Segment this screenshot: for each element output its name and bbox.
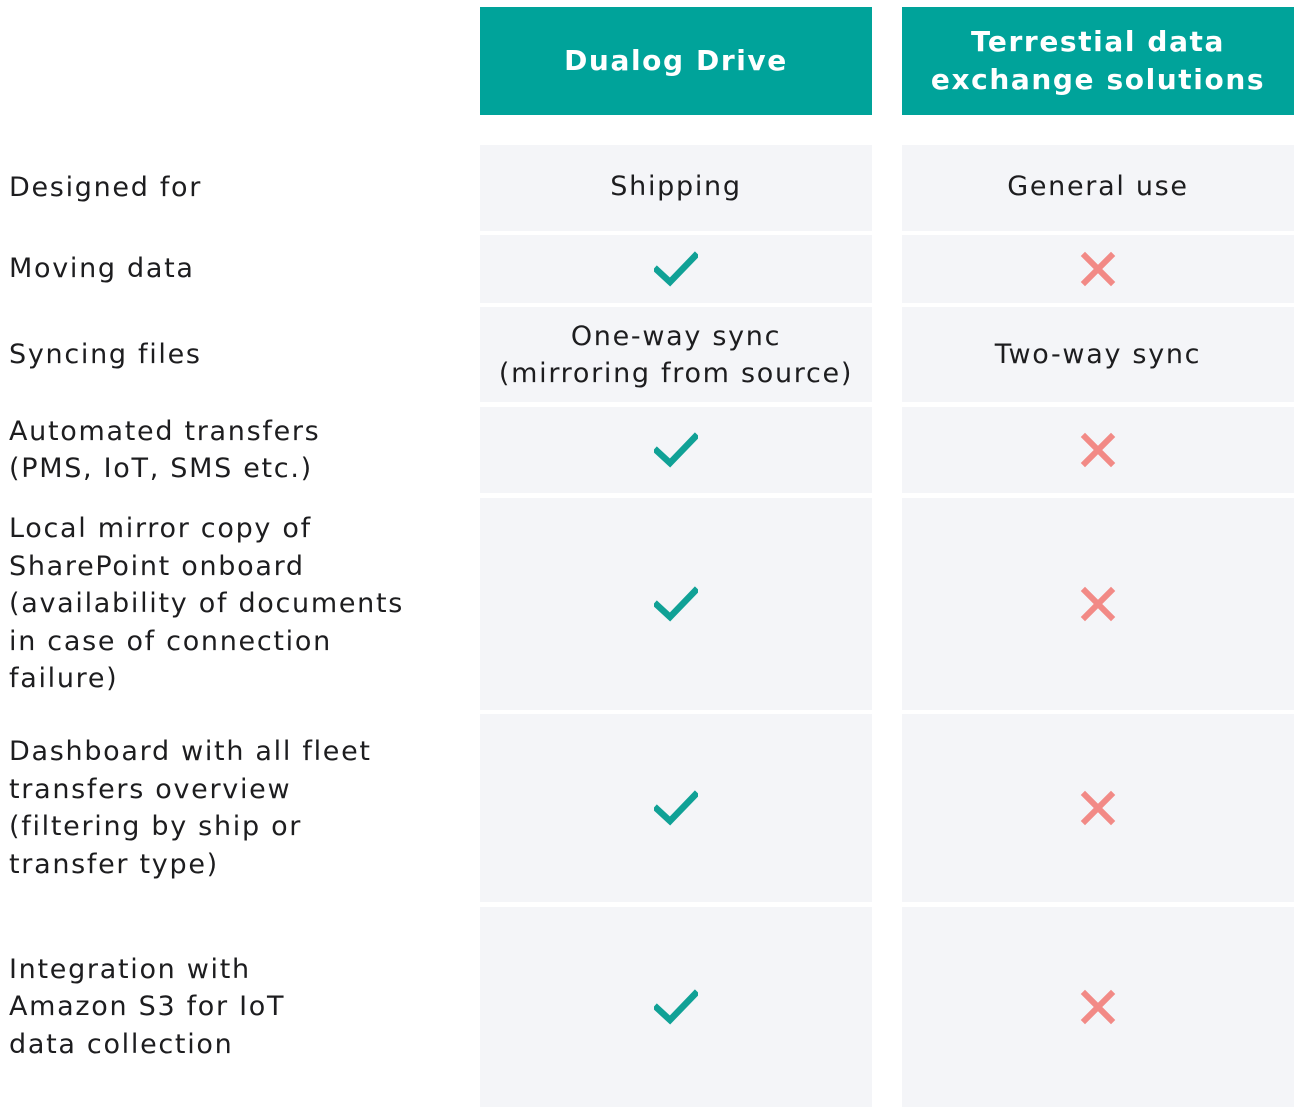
row-label-automated-transfers: Automated transfers (PMS, IoT, SMS etc.) — [9, 415, 321, 484]
cell-text: General use — [1007, 170, 1189, 202]
cell-local-mirror-dualog — [480, 498, 872, 710]
row-label-integration-s3: Integration with Amazon S3 for IoT data collection — [9, 953, 286, 1060]
cell-integration-s3-terrestrial — [902, 907, 1294, 1107]
row-label-moving-data: Moving data — [9, 253, 195, 285]
cell-syncing-files-dualog — [480, 307, 872, 402]
row-label-syncing-files: Syncing files — [9, 338, 202, 370]
cell-moving-data-dualog — [480, 235, 872, 303]
cell-designed-for-dualog — [480, 145, 872, 231]
cross-icon — [1080, 586, 1116, 622]
row-label-local-mirror-copy: Local mirror copy of SharePoint onboard (availability of documents in case of connection failure) — [9, 513, 405, 695]
cell-syncing-files-terrestrial — [902, 307, 1294, 402]
cell-automated-transfers-dualog — [480, 407, 872, 493]
check-icon — [654, 432, 698, 468]
cross-icon — [1080, 432, 1116, 468]
cell-local-mirror-terrestrial — [902, 498, 1294, 710]
check-icon — [654, 989, 698, 1025]
cell-integration-s3-dualog — [480, 907, 872, 1107]
cell-moving-data-terrestrial — [902, 235, 1294, 303]
cross-icon — [1080, 251, 1116, 287]
cell-designed-for-terrestrial — [902, 145, 1294, 231]
check-icon — [654, 586, 698, 622]
cell-text: Two-way sync — [994, 339, 1202, 370]
cell-text: One-way sync (mirroring from source) — [498, 320, 854, 389]
cell-automated-transfers-terrestrial — [902, 407, 1294, 493]
row-label-designed-for: Designed for — [9, 172, 203, 204]
header-dualog-drive: Dualog Drive — [480, 7, 872, 115]
check-icon — [654, 790, 698, 826]
header-terrestrial-solutions: Terrestial data exchange solutions — [902, 7, 1294, 115]
cross-icon — [1080, 989, 1116, 1025]
row-label-dashboard: Dashboard with all fleet transfers overview (filtering by ship or transfer type) — [9, 736, 372, 880]
cell-dashboard-terrestrial — [902, 714, 1294, 902]
check-icon — [654, 251, 698, 287]
cell-dashboard-dualog — [480, 714, 872, 902]
cross-icon — [1080, 790, 1116, 826]
cell-text: Shipping — [610, 170, 742, 202]
